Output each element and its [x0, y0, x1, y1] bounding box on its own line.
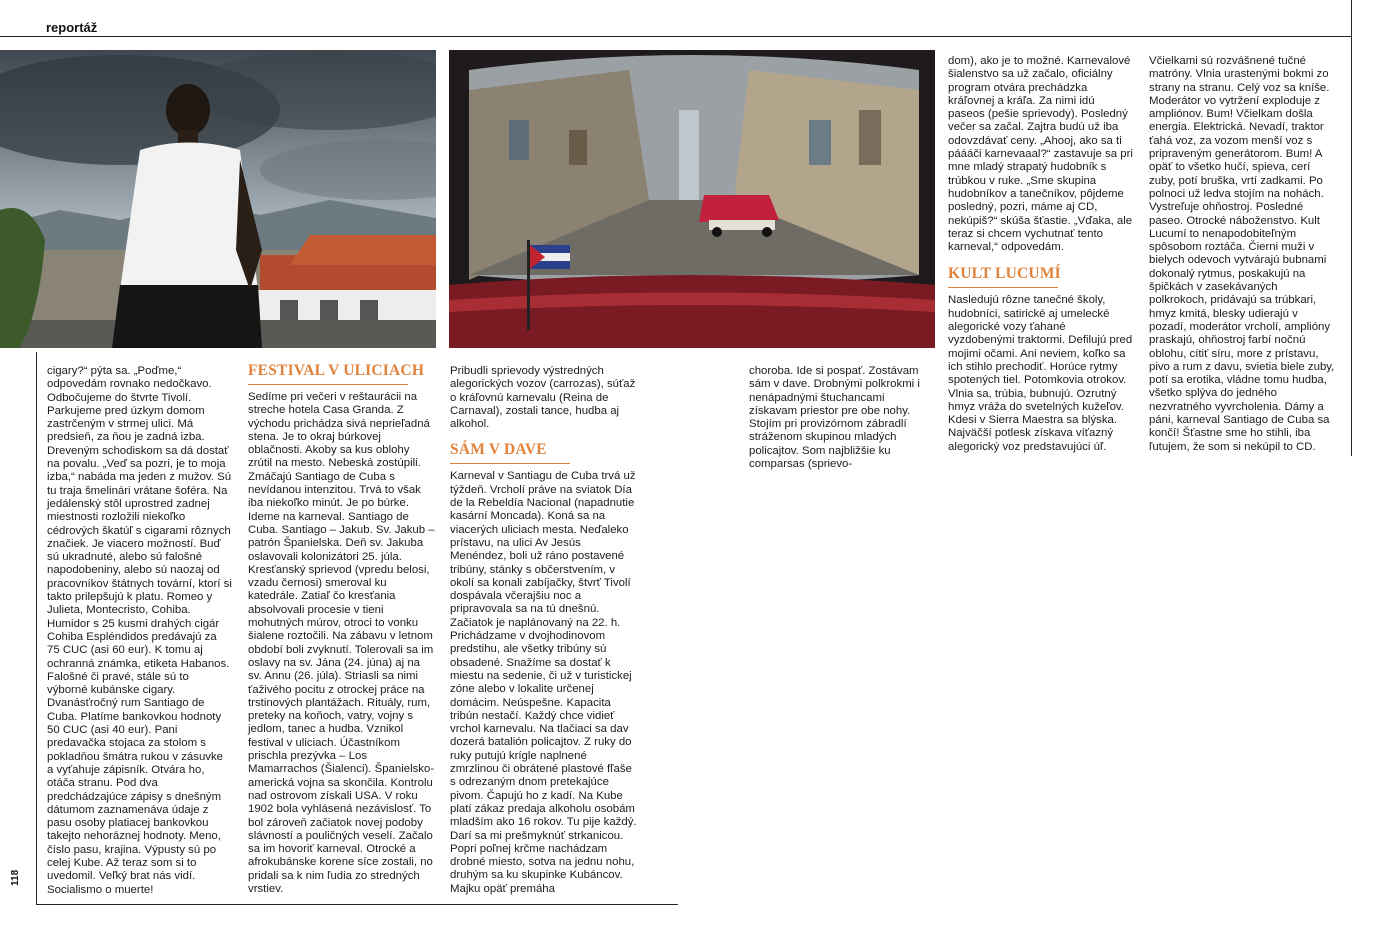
photo-car-window — [449, 50, 935, 348]
column-4 — [749, 365, 935, 471]
heading-sam-v-dave: SÁM V DAVE — [450, 441, 547, 459]
section-label: reportáž — [46, 20, 98, 35]
column-6-text: Včielkami sú rozvášnené tučné matróny. Vlnia urastenými bokmi zo strany na stranu. Celý voz sa kníše. Moderátor vo vytržení exploduje z ampliónov. Bum! Včielkam došla energia. Elektrická. Nevadí, traktor ťahá voz, za vozom menší voz s pripraveným generátorom. Bum! A opäť to všetko hučí, spieva, cerí zuby, potí bruška, vrtí zadkami. Po polnoci už ledva stojím na nohách. Vystreľuje ohňostroj. Posledné paseo. Otrocké náboženstvo. Kult Lucumí to nenapodobiteľným spôsobom roztáča. Čierni muži v bielych odevoch vytvárajú bubnami dokonalý rytmus, poskakujú na špičkách v zasekávaných polkrokoch, pridávajú sa trúbkari, hmyz kmitá, blesky udierajú v pozadí, moderátor vrcholí, amplióny praskajú, ohňostroj farbí nočnú oblohu, cítiť síru, more z prístavu, pivo a rum z davu, svietia biele zuby, potí sa erotika, vládne tomu hudba, všetko splýva do jedného nezvratného vyvrcholenia. Dámy a páni, karneval Santiago de Cuba sa končí! Šťastne sme ho stihli, iba ľutujem, že som si nekúpil to CD. — [1149, 55, 1335, 453]
left-vertical-rule — [36, 352, 37, 904]
column-5 — [948, 55, 1134, 454]
top-rule — [0, 36, 1352, 37]
heading-festival-rule — [248, 384, 408, 385]
column-6 — [1149, 55, 1337, 454]
column-3-text-top: Pribudli sprievody výstredných alegorických vozov (carrozas), súťaž o kráľovnú karnevalu (Reina de Carnaval), zostali tance, hudba aj alkohol. — [450, 365, 636, 431]
page-number: 118 — [10, 869, 21, 886]
column-4-text: choroba. Ide si pospať. Zostávam sám v dave. Drobnými polkrokmi i nenápadnými štuchancami získavam priestor pre obe nohy. Stojím pri provizórnom zábradlí stráženom skupinou mladých policajtov. Som najbližšie ku comparsas (sprievo- — [749, 365, 920, 471]
column-3 — [450, 365, 637, 896]
right-rule — [1351, 0, 1352, 456]
column-1 — [47, 365, 232, 897]
column-2 — [248, 361, 436, 896]
column-1-text: cigary?“ pýta sa. „Poďme,“ odpovedám rovnako nedočkavo. Odbočujeme do štvrte Tivolí. Parkujeme pred úzkym domom zastrčeným v strmej ulici. Má predsieň, za ňou je zadná izba. Dreveným schodiskom sa dá dostať na povalu. „Veď sa pozri, je to moja izba,“ nabáda ma jeden z mužov. Sú tu traja šmelinári vrátane šoféra. Na jedálenský stôl uprostred zadnej miestnosti rozložili niekoľko cédrových škatúľ s cigarami rôznych značiek. Je viacero možností. Buď sú ukradnuté, alebo sú falošné napodobeniny, alebo sú naozaj od pracovníkov štátnych tovární, ktorí si takto prilepšujú k platu. Romeo y Julieta, Montecristo, Cohiba. Humidor s 25 kusmi drahých cigár Cohiba Espléndidos predávajú za 75 CUC (asi 60 eur). K tomu aj ochranná známka, etiketa Habanos. Falošné či pravé, stále sú to výborné kubánske cigary. Dvanásťročný rum Santiago de Cuba. Platíme bankovkou hodnoty 50 CUC (asi 40 eur). Pani predavačka stojaca za stolom s pokladňou šmátra rukou v zásuvke a vyťahuje zápisník. Otvára ho, otáča stranu. Pod dva predchádzajúce zápisy s dnešným dátumom zaznamenáva údaje z pasu osoby platiacej bankovkou takejto nehoráznej hodnoty. Meno, číslo pasu, krajina. Výpusty sú po celej Kube. Až teraz som si to uvedomil. Veľký brat nás vidí. Socialismo o muerte! — [47, 365, 232, 896]
column-2-text: Sedíme pri večeri v reštaurácii na streche hotela Casa Granda. Z východu prichádza sivá neprieľadná stena. Je to okraj búrkovej oblačnosti. Akoby sa kus oblohy zrútil na mesto. Nebeská zostúpili. Zmáčajú Santiago de Cuba s nevídanou intenzitou. Trvá to však iba niekoľko minút. Je po búrke. Ideme na karneval. Santiago de Cuba. Santiago – Jakub. Sv. Jakub – patrón Španielska. Deň sv. Jakuba oslavovali kolonizátori 25. júla. Kresťanský sprievod (vpredu belosi, vzadu černosi) smeroval ku katedrále. Zatiaľ čo kresťania absolvovali procesie v tieni mohutných múrov, otroci to vonku šialene roztočili. Na zábavu v letnom období boli zvyknutí. Tolerovali sa im oslavy na sv. Jána (24. júna) aj na sv. Annu (26. júla). Striasli sa nimi ťaživého pocitu z otrockej práce na trstinových plantážach. Rituály, rum, preteky na koňoch, vatry, vojny s jedlom, tanec a hudba. Vznikol festival v uliciach. Účastníkom prischla prezývka – Los Mamarrachos (Šialenci). Španielsko-americká vojna sa skončila. Kontrolu nad ostrovom získali USA. V roku 1902 bola vyhlásená nezávislosť. To bol zároveň začiatok novej podoby slávností a pouličných veselí. Začalo sa im hovoriť karneval. Otrocké a afrokubánske korene síce zostali, no pridali sa k nim ľudia zo stredných vrstiev. — [248, 391, 435, 895]
heading-sam-rule — [450, 463, 570, 464]
heading-festival: FESTIVAL V ULICIACH — [248, 362, 425, 379]
column-5-text: Nasledujú rôzne tanečné školy, hudobníci, satirické aj umelecké alegorické vozy ťahané vyzdobenými traktormi. Defilujú pred mojimi očami. Ani neviem, koľko sa ich stihlo prechodiť. Horúce rytmy spotených tiel. Potomkovia otrokov. Vlnia sa, trúbia, bubnujú. Ozrutný hmyz vráža do svetelných kužeľov. Kdesi v Sierra Maestra sa blýska. Najväčší potlesk získava víťazný alegorický voz predstavujúci úľ. — [948, 294, 1133, 453]
column-3-text: Karneval v Santiagu de Cuba trvá už týždeň. Vrcholí práve na sviatok Día de la Rebeldía Nacional (napadnutie kasární Moncada). Koná sa na viacerých uliciach mesta. Neďaleko prístavu, na ulici Av Jesús Menéndez, boli už ráno postavené tribúny, stánky s občerstvením, v okolí sa konali zabíjačky, štvrť Tivolí dospávala včerajšiu noc a pripravovala sa na tú dnešnú. Začiatok je naplánovaný na 22. h. Prichádzame v dvojhodinovom predstihu, ale všetky tribúny sú obsadené. Snažíme sa dostať k miestu na sedenie, či už v turistickej zóne alebo v lokalite určenej domácim. Neúspešne. Kapacita tribún nestačí. Každý chce vidieť vrchol karnevalu. Na tlačiaci sa dav dozerá batalión policajtov. Z ruky do ruky putujú krígle naplnené zmrzlinou či obrátené plastové fľaše s odrezaným dnom pretekajúce pivom. Čapujú ho z kadí. Na Kube platí zákaz predaja alkoholu osobám mladším ako 16 rokov. Tu pije každý. Darí sa mi prešmyknúť strkanicou. Popri poľnej krčme nachádzam drobné miesto, sotva na jednu nohu, druhým sa ku skupinke Kubáncov. Majku opäť premáha — [450, 470, 637, 895]
heading-kult-lucumi: KULT LUCUMÍ — [948, 265, 1061, 283]
column-5-text-top: dom), ako je to možné. Karnevalové šialenstvo sa už začalo, oficiálny program otvára prechádzka kráľovnej a kráľa. Za nimi idú paseos (pešie sprievody). Posledný večer sa začal. Zajtra budú už iba odovzdávať ceny. „Ahooj, ako sa ti páááči karnevaaal?“ zastavuje sa pri mne mladý strapatý hudobník s trúbkou v ruke. „Sme skupina hudobníkov a tanečníkov, pôjdeme posledný, pozri, máme aj CD, nekúpiš?“ skúša šťastie. „Vďaka, ale teraz si chcem vychutnať tento karneval,“ odpovedám. — [948, 55, 1133, 254]
bottom-rule — [36, 904, 678, 905]
heading-kult-rule — [948, 287, 1058, 288]
photo-woman — [0, 50, 436, 348]
